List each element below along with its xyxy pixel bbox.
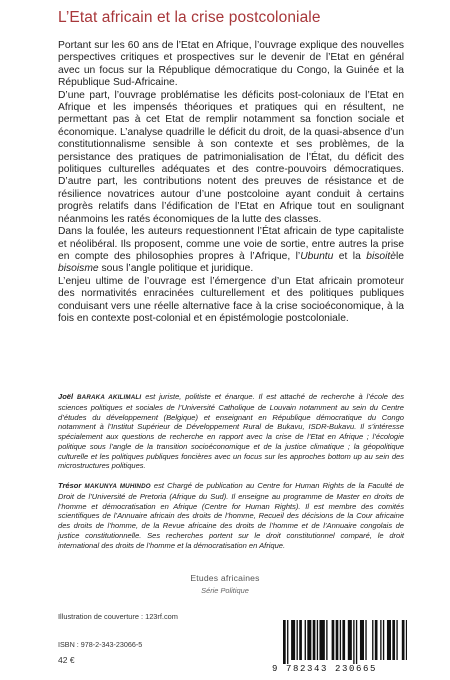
barcode-bar — [313, 620, 316, 660]
barcode-image — [277, 620, 407, 670]
summary-p3-part-c: le — [396, 250, 405, 262]
barcode-bar — [336, 620, 339, 660]
bisoisme-term: bisoisme — [58, 263, 99, 275]
barcode-bar — [372, 620, 373, 660]
price: 42 € — [58, 655, 75, 665]
author-bio-1 — [58, 392, 404, 471]
summary-p3-part-d: sous l’angle politique et juridique. — [98, 263, 254, 275]
book-summary — [58, 40, 404, 325]
author1-last-name: BARAKA AKILIMALI — [76, 394, 142, 401]
barcode-bars — [277, 620, 407, 664]
series-block — [0, 573, 450, 595]
summary-p3-part-b: et la — [333, 250, 367, 262]
barcode-bar — [387, 620, 391, 660]
barcode-bar — [360, 620, 364, 660]
barcode-bar — [332, 620, 335, 660]
book-title: L’Etat africain et la crise postcoloniale — [58, 9, 321, 26]
barcode-bar — [297, 620, 298, 660]
summary-paragraph-1: Portant sur les 60 ans de l’Etat en Afrique, l’ouvrage explique des nouvelles perspectives critiques et prospectives sur le devenir de l’Etat en général avec un focus sur la République démocratique du Congo, la Guinée et la République Sud-Africaine. — [58, 40, 404, 89]
cover-credit: Illustration de couverture : 123rf.com — [58, 612, 178, 621]
ubuntu-term: Ubuntu — [300, 250, 334, 262]
series-collection: Etudes africaines — [190, 573, 260, 583]
barcode-bar — [375, 620, 378, 660]
barcode-digits: 9 782343 230665 — [272, 664, 378, 674]
author2-last-name: MAKUNYA MUHINDO — [84, 483, 151, 490]
barcode-bar — [348, 620, 352, 660]
author-bio-2 — [58, 481, 404, 550]
author-name-2 — [58, 481, 151, 490]
barcode-bar — [317, 620, 318, 660]
barcode-bar — [305, 620, 306, 660]
barcode-bar — [406, 620, 407, 660]
barcode-bar — [365, 620, 366, 660]
barcode-bar — [319, 620, 324, 660]
summary-p3-part-a: Dans la foulée, les auteurs requestionnent l’État africain de type capitaliste et néolibéral. Ils proposent, comme une voie de sortie, entre autres la prise en compte des philosophies propres à l’Afrique, l’ — [58, 226, 404, 262]
barcode-bar — [383, 620, 384, 660]
barcode-bar — [283, 620, 286, 664]
summary-paragraph-4: L’enjeu ultime de l’ouvrage est l’émergence d’un Etat africain promoteur des normativités enracinées culturellement et des politiques publiques conduisant vers une réelle alternative face à la crise socioéconomique, à la fois en contexte post-colonial et en épistémologie postcoloniale. — [58, 275, 404, 324]
author-bio-2-text: est Chargé de publication au Centre for Human Rights de la Faculté de Droit de l’Université de Pretoria (Afrique du Sud). Il enseigne au programme de Master en droits de l’homme et démocratisation en Afrique (Centre for Human Rights). Il est membre des comités scientifiques de l’Annuaire africain des droits de l’homme, Recueil des décisions de la Cour africaine des droits de l’homme, de la Revue africaine des droits de l’homme et de l’Annuaire congolais de justice constitutionnelle. Ses recherches portent sur le droit constitutionnel comparé, le droit international des droits de l’homme et la démocratisation en Afrique. — [58, 481, 404, 550]
barcode-bar — [326, 620, 327, 660]
barcode-bar — [287, 620, 288, 664]
author-bio-1-text: est juriste, politiste et énarque. Il est attaché de recherche à l’école des sciences politiques et sociales de l’Université Catholique de Louvain notamment au sein du Centre d’études du développement (Belgique) et enseignant en République démocratique du Congo notamment à l’Institut Supérieur de Développement Rural de Bukavu, ISDR-Bukavu. Il s’intéresse spécialement aux questions de recherche en rapport avec la crise de l’Etat en Afrique ; l’écologie politique sous l’angle de la transition socioéconomique et de la justice climatique ; la géopolitique culturelle et les politiques publiques foncières avec un focus sur les approches bottom up au sein des microstructures politiques. — [58, 392, 404, 471]
author2-first-name: Trésor — [58, 481, 85, 490]
barcode-bar — [291, 620, 295, 660]
barcode-bar — [392, 620, 395, 660]
isbn: ISBN : 978-2-343-23066-5 — [58, 640, 143, 649]
summary-paragraph-3 — [58, 226, 404, 276]
barcode-bar — [340, 620, 341, 660]
barcode-bar — [396, 620, 397, 660]
author-bios — [58, 392, 404, 550]
barcode-bar — [380, 620, 381, 660]
author-name-1 — [58, 392, 141, 401]
summary-paragraph-2: D’une part, l’ouvrage problématise les déficits post-coloniaux de l’Etat en Afrique et les impensés théoriques et pratiques qui en résultent, ne permettant pas à cet Etat de remplir notamment sa fonction sociale et économique. L’analyse quadrille le déficit du droit, de la quasi-absence d’un constitutionnalisme sensible à son contexte et ses problèmes, de la persistance des pratiques de patrimonialisation de l’État, du déficit des politiques culturelles adéquates et des contre-pouvoirs démocratiques. D’autre part, les contributions notent des preuves de résistance et de résilience novatrices autour d’une postcoloine ayant conduit à certains progrès relatifs dans l’édification de l’Etat en Afrique tout en soulignant néanmoins les ratés économiques de la lutte des classes. — [58, 89, 404, 225]
author1-first-name: Joël — [58, 392, 77, 401]
barcode-bar — [307, 620, 311, 660]
bisoite-term: bisoitè — [366, 250, 396, 262]
barcode-bar — [353, 620, 354, 664]
barcode-bar — [402, 620, 405, 660]
barcode-bar — [356, 620, 357, 664]
series-subseries: Série Politique — [201, 586, 249, 595]
barcode-bar — [299, 620, 302, 660]
barcode-bar — [342, 620, 345, 660]
